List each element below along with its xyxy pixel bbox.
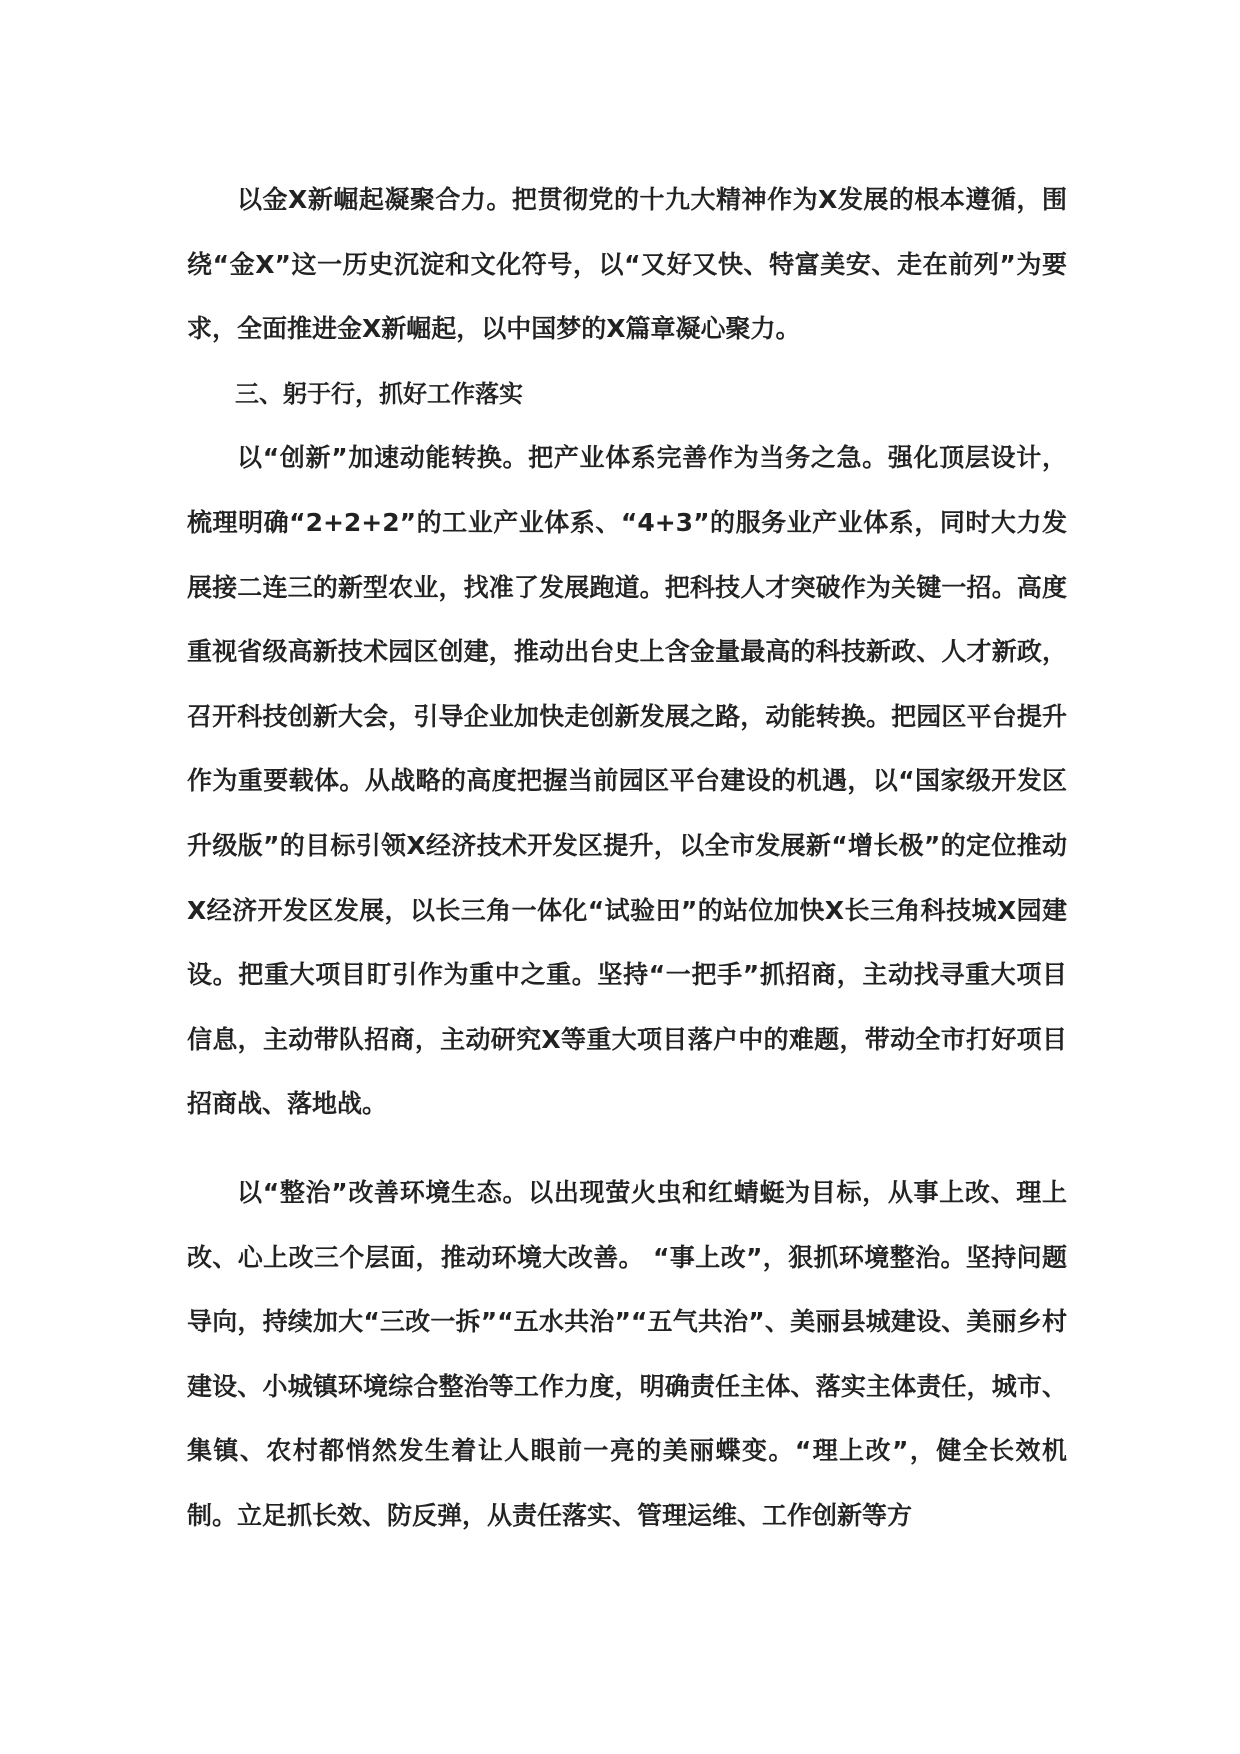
paragraph-rectification: 以“整治”改善环境生态。以出现萤火虫和红蜻蜓为目标，从事上改、理上改、心上改三个层面，推动环境大改善。 “事上改”，狠抓环境整治。坚持问题导向，持续加大“三改一拆”“五水共治”“五气共治”、美丽县城建设、美丽乡村建设、小城镇环境综合整治等工作力度，明确责任主体、落实主体责任，城市、集镇、农村都悄然发生着让人眼前一亮的美丽蝶变。“理上改”，健全长效机制。立足抓长效、防反弹，从责任落实、管理运维、工作创新等方 — [187, 1177, 1067, 1530]
paragraph-innovation: 以“创新”加速动能转换。把产业体系完善作为当务之急。强化顶层设计，梳理明确“2+2+2”的工业产业体系、“4+3”的服务业产业体系，同时大力发展接二连三的新型农业，找准了发展跑道。把科技人才突破作为关键一招。高度重视省级高新技术园区创建，推动出台史上含金量最高的科技新政、人才新政，召开科技创新大会，引导企业加快走创新发展之路，动能转换。把园区平台提升作为重要载体。从战略的高度把握当前园区平台建设的机遇，以“国家级开发区升级版”的目标引领X经济技术开发区提升，以全市发展新“增长极”的定位推动X经济开发区发展，以长三角一体化“试验田”的站位加快X长三角科技城X园建设。把重大项目盯引作为重中之重。坚持“一把手”抓招商，主动找寻重大项目信息，主动带队招商，主动研究X等重大项目落户中的难题，带动全市打好项目招商战、落地战。 — [187, 443, 1067, 1119]
document-body — [187, 168, 1067, 1548]
paragraph-jin-x-rise: 以金X新崛起凝聚合力。把贯彻党的十九大精神作为X发展的根本遵循，围绕“金X”这一历史沉淀和文化符号，以“又好又快、特富美安、走在前列”为要求，全面推进金X新崛起，以中国梦的X篇章凝心聚力。 — [187, 185, 1067, 344]
section-heading-3: 三、躬于行，抓好工作落实 — [235, 379, 523, 408]
